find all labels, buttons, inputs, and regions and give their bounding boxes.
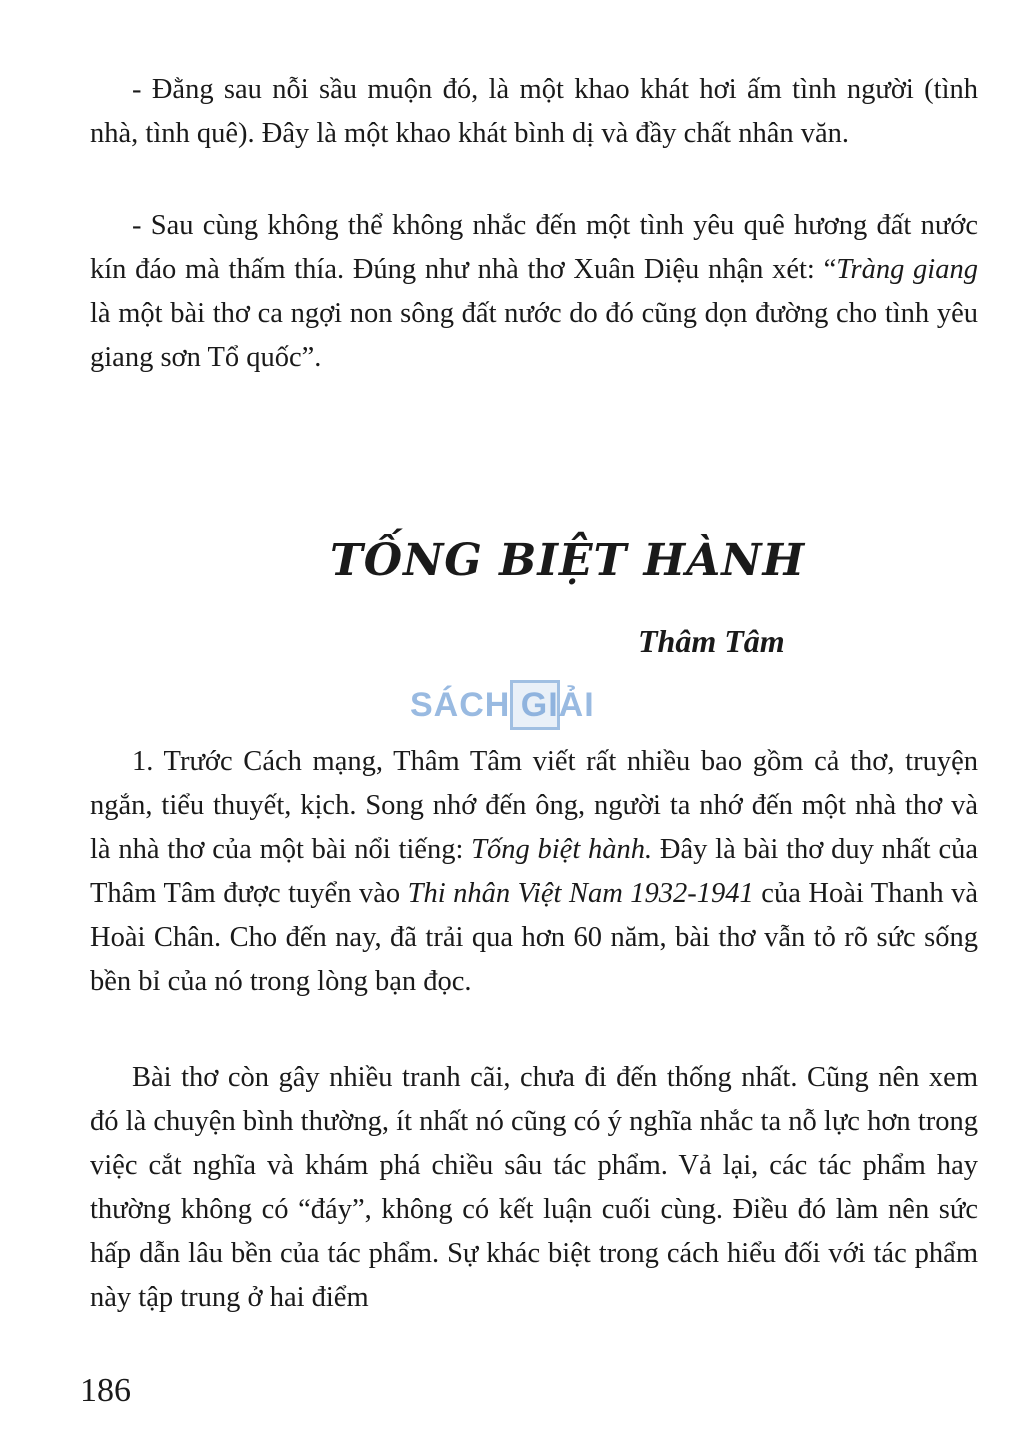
paragraph-controversy: Bài thơ còn gây nhiều tranh cãi, chưa đi đến thống nhất. Cũng nên xem đó là chuyện bình thường, ít nhất nó cũng có ý nghĩa nhắc ta nỗ lực hơn trong việc cắt nghĩa và khám phá chiều sâu tác phẩm. Vả lại, các tác phẩm hay thường không có “đáy”, không có kết luận cuối cùng. Điều đó làm nên sức hấp dẫn lâu bền của tác phẩm. Sự khác biệt trong cách hiểu đối với tác phẩm này tập trung ở hai điểm [90, 1062, 978, 1313]
work-title-trang-giang: Tràng giang [836, 254, 978, 285]
paragraph-text: của Hoài Thanh và Hoài Chân. Cho đến nay, đã trải qua hơn 60 năm, bài thơ vẫn tỏ rõ sức sống bền bỉ của nó trong lòng bạn đọc. [90, 878, 978, 997]
watermark-text: SÁCH GIẢI [410, 686, 595, 724]
work-title-thi-nhan-viet-nam: Thi nhân Việt Nam 1932-1941 [407, 878, 754, 909]
paragraph-longing-for-warmth: - Đằng sau nỗi sầu muộn đó, là một khao khát hơi ấm tình người (tình nhà, tình quê). Đây là một khao khát bình dị và đầy chất nhân văn. [90, 74, 978, 149]
paragraph-introduction [90, 740, 978, 1004]
paragraph-text: là một bài thơ ca ngợi non sông đất nước do đó cũng dọn đường cho tình yêu giang sơn Tổ quốc”. [90, 298, 978, 373]
page-number: 186 [80, 1372, 131, 1409]
work-title-tong-biet-hanh: Tống biệt hành. [471, 834, 653, 865]
author-name: Thâm Tâm [638, 623, 785, 659]
poem-title: TỐNG BIỆT HÀNH [330, 535, 806, 586]
paragraph-text: Đây là bài thơ duy nhất của Thâm Tâm được tuyển vào [90, 834, 978, 909]
watermark-logo [410, 680, 630, 744]
paragraph-text: - Sau cùng không thể không nhắc đến một tình yêu quê hương đất nước kín đáo mà thấm thía. Đúng như nhà thơ Xuân Diệu nhận xét: “ [90, 210, 978, 285]
paragraph-text: 1. Trước Cách mạng, Thâm Tâm viết rất nhiều bao gồm cả thơ, truyện ngắn, tiểu thuyết, kịch. Song nhớ đến ông, người ta nhớ đến một nhà thơ và là nhà thơ của một bài nổi tiếng: [90, 746, 978, 865]
paragraph-love-of-homeland [90, 204, 978, 380]
